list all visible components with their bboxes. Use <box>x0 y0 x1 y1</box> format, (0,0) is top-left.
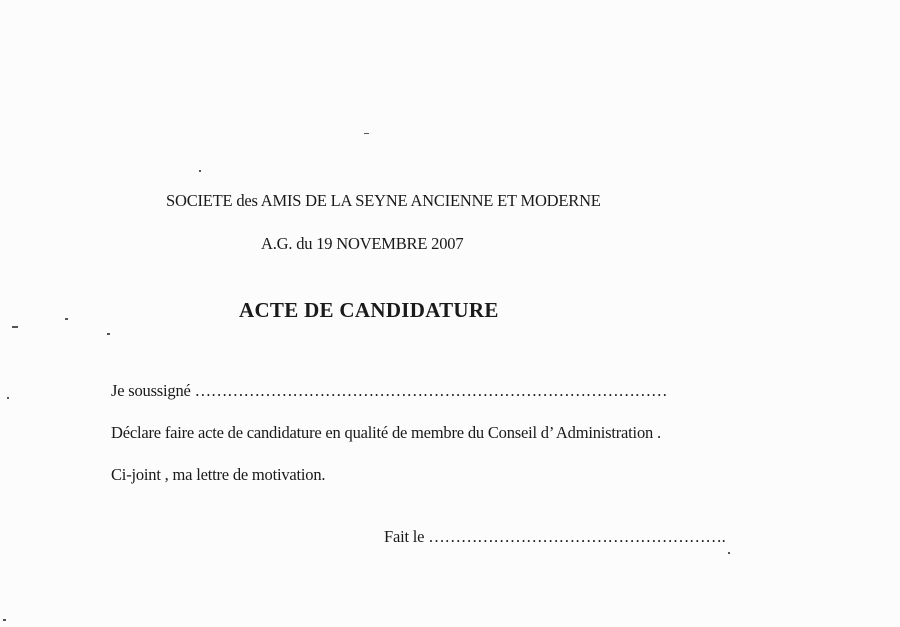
scan-speck <box>364 133 369 134</box>
meeting-date: A.G. du 19 NOVEMBRE 2007 <box>261 234 464 253</box>
undersigned-line: Je soussigné …………………………………………………………………………… <box>111 381 668 400</box>
scan-speck <box>3 619 6 621</box>
declaration-line: Déclare faire acte de candidature en qualité de membre du Conseil d’ Administration . <box>111 423 661 442</box>
scan-speck <box>12 326 18 328</box>
document-title: ACTE DE CANDIDATURE <box>239 298 499 322</box>
attachment-line: Ci-joint , ma lettre de motivation. <box>111 465 326 484</box>
date-line: Fait le ………………………………………………. <box>384 527 726 546</box>
scan-speck <box>65 318 68 320</box>
scan-speck <box>728 552 730 554</box>
scan-speck <box>199 170 201 172</box>
organization-name: SOCIETE des AMIS DE LA SEYNE ANCIENNE ET MODERNE <box>166 191 601 210</box>
scan-speck <box>107 333 110 335</box>
scan-speck <box>7 397 9 399</box>
